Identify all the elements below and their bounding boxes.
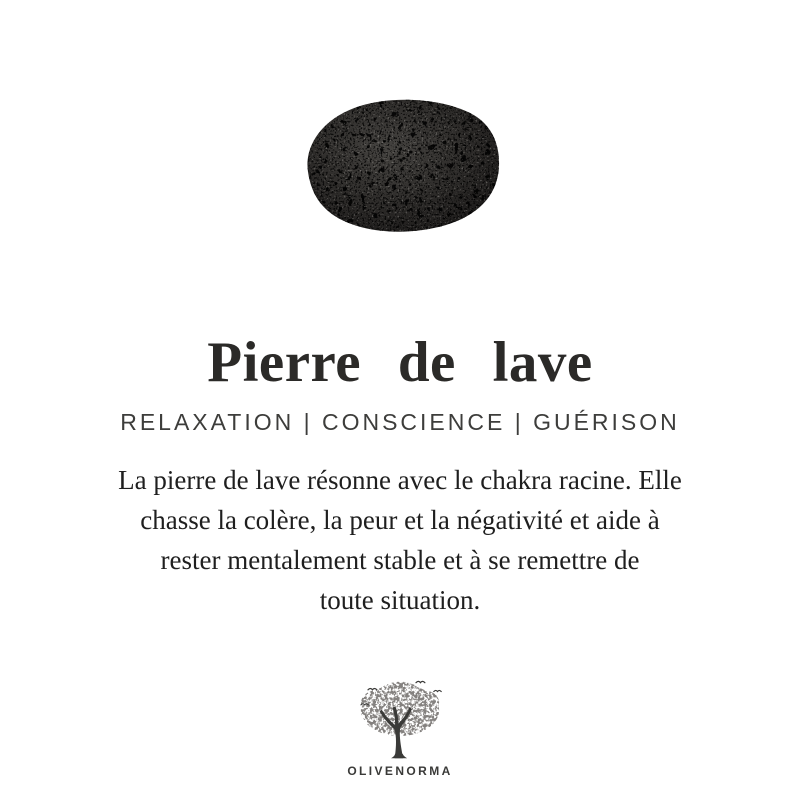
olive-tree-with-birds-icon <box>354 680 446 760</box>
description-line: La pierre de lave résonne avec le chakra racine. Elle <box>118 464 682 495</box>
product-description <box>50 460 750 620</box>
lava-stone-image <box>0 0 800 236</box>
description-line: chasse la colère, la peur et la négativité et aide à <box>140 504 660 535</box>
product-title: Pierre de lave <box>207 331 593 394</box>
description-line: rester mentalement stable et à se remettre de <box>160 544 640 575</box>
product-keywords: RELAXATION | CONSCIENCE | GUÉRISON <box>120 408 680 435</box>
brand-name: OLIVENORMA <box>347 763 453 778</box>
brand-logo <box>0 680 800 778</box>
lava-stone-graphic <box>292 94 508 236</box>
description-line: toute situation. <box>319 584 481 615</box>
